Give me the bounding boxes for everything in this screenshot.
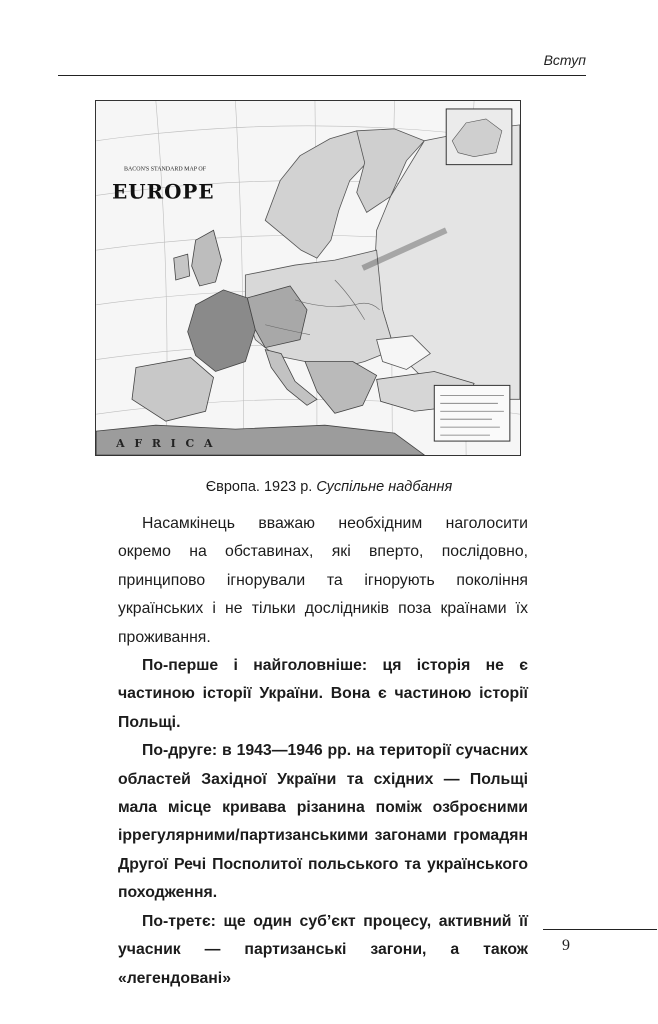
page-number: 9 [562,937,570,954]
map-label-africa: A F R I C A [116,437,216,451]
figure-caption [0,479,658,495]
running-head: Вступ [543,52,586,68]
header-rule [58,75,586,76]
body-text [118,510,528,993]
paragraph-1: Насамкінець вважаю необхідним наголосити окремо на обставинах, які вперто, послідовно, принципово ігнорували та ігнорують покоління українських і не тільки дослідників поза країнами їх проживання. [118,515,528,646]
map-title-small: BACON'S STANDARD MAP OF [124,166,206,173]
europe-map-figure [95,100,521,456]
europe-map-image [96,101,520,455]
paragraph-3: По-друге: в 1943—1946 рр. на території сучасних областей Західної України та східних — Польщі мала місце кривава різанина поміж озброєними іррегулярними/партизанськими загонами громадян Другої Речі Посполитої польського та українського походження. [118,742,528,902]
footer-rule [543,929,657,930]
paragraph-2: По-перше і найголовніше: ця історія не є частиною історії України. Вона є частиною історії Польщі. [118,657,528,731]
paragraph-4: По-третє: ще один суб’єкт процесу, активний її учасник — партизанські загони, а також «легендовані» [118,912,528,987]
map-title: EUROPE [112,179,215,204]
caption-credit: Суспільне надбання [316,479,453,495]
caption-main: Європа. 1923 р. [205,479,313,495]
